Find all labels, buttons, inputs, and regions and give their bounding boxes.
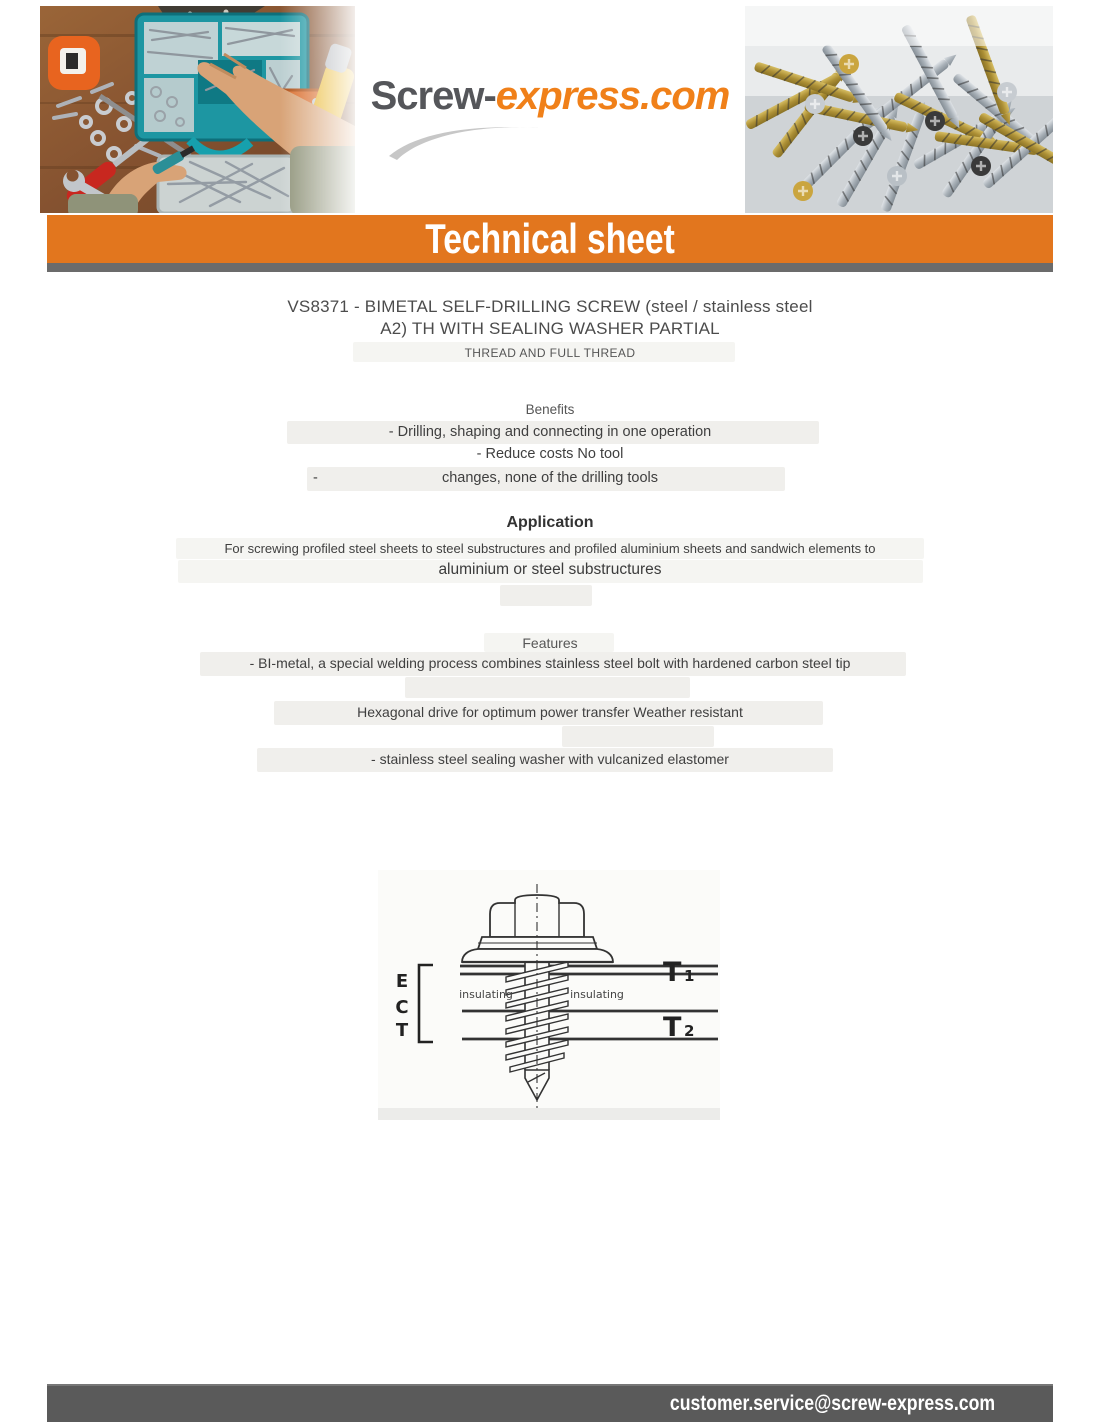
benefits-stray-dash: - [313,470,318,486]
hands-sorting-screws-photo [40,6,355,213]
application-line2: aluminium or steel substructures [438,561,662,578]
header-photo-right [745,6,1053,213]
label-T: T [395,1020,409,1041]
banner-divider-bar [47,263,1053,272]
label-T2: T [663,1012,682,1043]
product-title-line2: A2) TH WITH SEALING WASHER PARTIAL [380,319,720,338]
header-photo-left [40,6,355,213]
label-C: C [395,997,409,1018]
logo-prefix: Screw- [370,74,496,118]
application-heading: Application [506,514,594,531]
benefits-line3: changes, none of the drilling tools [441,470,659,486]
product-subtitle: THREAD AND FULL THREAD [464,346,636,360]
label-T1-sub: 1 [684,967,695,985]
logo [355,74,745,118]
scan-highlight [500,585,592,606]
insulating-label-right: insulating [570,988,624,1001]
footer-email: customer.service@screw-express.com [669,1392,995,1415]
screw-installation-diagram [378,870,720,1120]
scan-edge-artifact [378,1108,720,1120]
ect-bracket [419,965,433,1042]
features-heading: Features [522,635,578,651]
benefits-heading: Benefits [525,402,575,417]
benefits-line2: - Reduce costs No tool [476,446,624,462]
features-line2: Hexagonal drive for optimum power transfer Weather resistant [357,704,743,720]
application-line1: For screwing profiled steel sheets to steel substructures and profiled aluminium sheets and sandwich elements to [224,541,876,556]
logo-suffix: express.com [495,74,730,118]
banner [47,215,1053,263]
label-T2-sub: 2 [684,1022,695,1040]
footer-bar [47,1384,1053,1422]
scan-highlight [405,677,690,698]
banner-title: Technical sheet [425,215,675,262]
logo-swoosh [387,122,547,162]
label-T1: T [663,957,682,988]
features-line1: - BI-metal, a special welding process combines stainless steel bolt with hardened carbon steel tip [249,655,851,671]
scan-highlight [562,726,714,747]
screw-diagram-drawing [378,870,720,1120]
insulating-label-left: insulating [459,988,513,1001]
label-E: E [395,971,409,992]
benefits-line1: - Drilling, shaping and connecting in one operation [388,424,712,440]
pile-of-screws-photo [745,6,1053,213]
logo-text [355,74,745,118]
product-title-line1: VS8371 - BIMETAL SELF-DRILLING SCREW (steel / stainless steel [287,297,813,316]
features-line3: - stainless steel sealing washer with vulcanized elastomer [371,751,729,767]
